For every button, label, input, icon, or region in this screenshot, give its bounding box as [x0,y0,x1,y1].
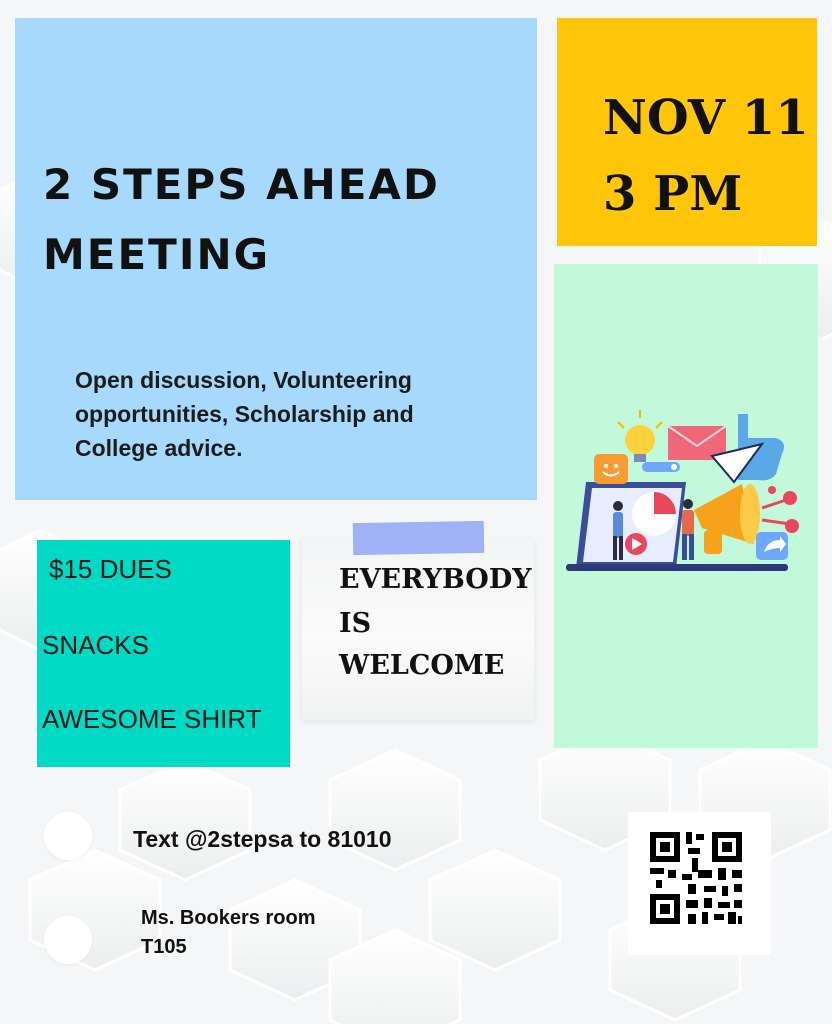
contact-text: Text @2stepsa to 81010 [133,826,392,852]
qr-code-icon[interactable] [628,812,771,955]
date-panel [557,18,817,246]
description-line-1: Open discussion, Volunteering [75,367,412,393]
welcome-line-2: IS [339,608,372,639]
event-date: NOV 11 [603,90,809,146]
marketing-illustration-icon [566,404,810,580]
meeting-location [141,904,315,962]
welcome-note [302,538,534,720]
description-line-3: College advice. [75,435,243,461]
event-title-line-1: 2 STEPS AHEAD [43,160,440,209]
event-time: 3 PM [603,166,743,222]
welcome-line-3: WELCOME [339,650,505,681]
welcome-line-1: EVERYBODY [339,564,532,595]
tape-strip [353,521,485,555]
shirt-perk: AWESOME SHIRT [42,704,262,734]
location-pin-icon [44,916,92,964]
event-title-line-2: MEETING [43,230,271,279]
location-room: Ms. Bookers room [141,907,316,929]
qr-code-frame[interactable] [628,812,771,955]
chat-icon [44,812,92,860]
snacks-perk: SNACKS [42,630,149,660]
event-title [43,150,513,290]
dues-amount: $15 DUES [49,554,172,584]
location-code: T105 [141,936,187,958]
description-line-2: opportunities, Scholarship and [75,401,414,427]
event-description [75,363,485,465]
perks-panel [37,540,290,767]
title-panel [15,18,537,500]
